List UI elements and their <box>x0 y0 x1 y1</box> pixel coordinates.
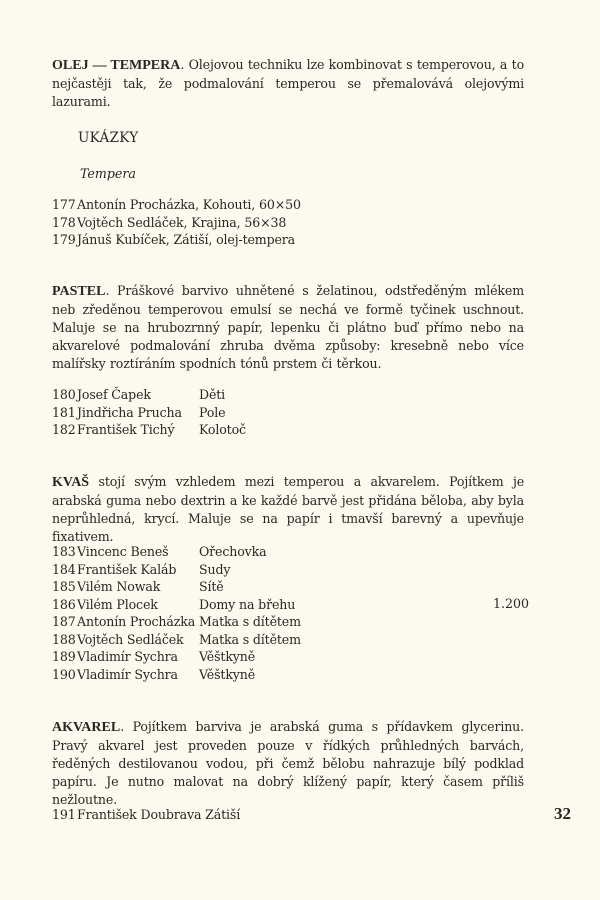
item-artist: Vojtěch Sedláček <box>77 631 184 647</box>
item-text: Antonín Procházka, Kohouti, 60×50 <box>77 197 301 212</box>
item-artist: Vilém Plocek <box>77 596 158 612</box>
olej-tempera-paragraph <box>52 56 524 111</box>
section-akvarel <box>52 718 524 809</box>
list-item <box>52 421 246 439</box>
item-artist: František Kaláb <box>77 561 177 577</box>
item-text: Jánuš Kubíček, Zátiší, olej-tempera <box>77 232 296 247</box>
olej-tempera-title: OLEJ — TEMPERA <box>52 58 181 73</box>
item-artist: Vladimír Sychra <box>77 666 178 682</box>
item-number: 178 <box>52 214 76 230</box>
item-work: Věštkyně <box>199 649 256 664</box>
list-item <box>52 578 301 596</box>
item-work: Děti <box>199 387 226 402</box>
kvas-paragraph <box>52 473 524 546</box>
item-number: 190 <box>52 666 76 682</box>
item-work: Sítě <box>199 579 224 594</box>
item-work: Matka s dítětem <box>199 631 301 647</box>
item-text: Vojtěch Sedláček, Krajina, 56×38 <box>77 214 287 230</box>
item-artist: Vincenc Beneš <box>77 544 169 559</box>
item-artist: Jindřicha Prucha <box>77 404 182 420</box>
kvas-list <box>52 543 301 683</box>
item-artist: Vilém Nowak <box>77 579 161 594</box>
list-item <box>52 231 301 249</box>
list-item <box>52 806 240 824</box>
item-artist: Antonín Procházka <box>77 614 196 629</box>
list-item <box>52 543 301 561</box>
item-number: 184 <box>52 561 76 577</box>
list-item <box>52 404 246 422</box>
list-item <box>52 596 301 614</box>
list-item <box>52 666 301 684</box>
akvarel-paragraph <box>52 718 524 809</box>
pastel-text: . Práškové barvivo uhnětené s želatinou, odstředěným mlékem neb zředěnou temperovou emulsí se nechá ve formě tyčinek uschnout. Maluje se na hrubozrnný papír, lepenku či plátno buď přímo nebo na akvarelové podmalování zhruba dvěma způsoby: kresebně nebo více malířsky roztíráním spodních tónů prstem či těrkou. <box>52 283 524 371</box>
section-pastel <box>52 282 524 373</box>
list-item <box>52 648 301 666</box>
list-item <box>52 196 301 214</box>
page-number: 32 <box>554 804 571 823</box>
item-number: 185 <box>52 579 76 594</box>
item-number: 179 <box>52 232 76 247</box>
pastel-title: PASTEL <box>52 284 106 299</box>
item-work: Sudy <box>199 561 231 577</box>
item-artist: Vladimír Sychra <box>77 649 178 664</box>
akvarel-text: . Pojítkem barviva je arabská guma s přídavkem glycerinu. Pravý akvarel jest proveden pouze v řídkých průhledných barvách, ředěných destilovanou vodou, při čemž bělobu nahrazuje bílý podklad papíru. Je nutno malovat na dobrý klížený papír, který časem příliš nežloutne. <box>52 719 524 807</box>
item-work: Kolotoč <box>199 422 246 437</box>
list-item <box>52 561 301 579</box>
pastel-paragraph <box>52 282 524 373</box>
kvas-title: KVAŠ <box>52 475 90 490</box>
item-work: Matka s dítětem <box>199 614 301 629</box>
list-item <box>52 386 246 404</box>
section-kvas <box>52 473 524 546</box>
item-work: Pole <box>199 404 226 420</box>
item-text: František Doubrava Zátiší <box>77 807 241 822</box>
ukazky-heading: UKÁZKY <box>78 130 139 146</box>
item-number: 191 <box>52 807 76 822</box>
akvarel-title: AKVAREL <box>52 720 121 735</box>
list-item <box>52 214 301 232</box>
section-olej-tempera <box>52 56 524 111</box>
pastel-list <box>52 386 246 439</box>
list-item <box>52 631 301 649</box>
item-number: 188 <box>52 631 76 647</box>
item-number: 183 <box>52 544 76 559</box>
item-number: 189 <box>52 649 76 664</box>
akvarel-list <box>52 806 240 824</box>
item-work: Domy na břehu <box>199 596 296 612</box>
item-number: 182 <box>52 422 76 437</box>
olej-tempera-text: . Olejovou techniku lze kombinovat s temperovou, a to nejčastěji tak, že podmalování temperou se přemalovává olejovými lazurami. <box>52 57 524 109</box>
item-artist: František Tichý <box>77 422 175 437</box>
item-price: 1.200 <box>493 596 530 611</box>
item-work: Ořechovka <box>199 544 267 559</box>
list-item <box>52 613 301 631</box>
item-work: Věštkyně <box>199 666 256 682</box>
item-number: 186 <box>52 596 76 612</box>
kvas-text: stojí svým vzhledem mezi temperou a akvarelem. Pojítkem je arabská guma nebo dextrin a ke každé barvě jest přidána běloba, aby byla neprůhledná, krycí. Maluje se na papír i tmavší barevný a upevňuje fixativem. <box>52 474 524 544</box>
item-number: 180 <box>52 387 76 402</box>
item-number: 177 <box>52 197 76 212</box>
tempera-list <box>52 196 301 249</box>
item-number: 181 <box>52 404 76 420</box>
tempera-subheading: Tempera <box>80 166 136 181</box>
item-number: 187 <box>52 614 76 629</box>
item-artist: Josef Čapek <box>77 387 151 402</box>
